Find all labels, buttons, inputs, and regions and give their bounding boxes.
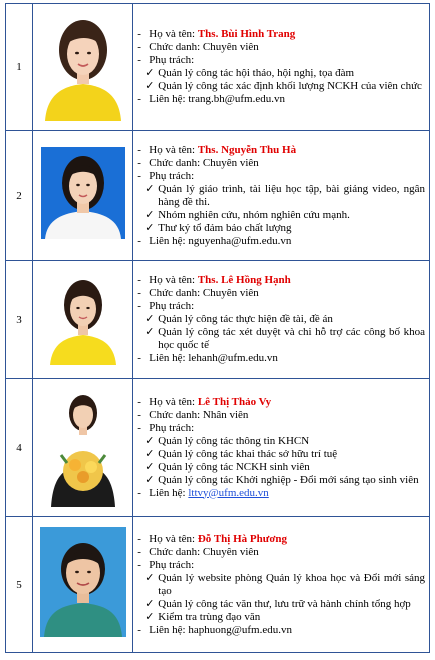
duty-item: ✓ Quản lý website phòng Quản lý khoa học và Đổi mới sáng tạo — [145, 571, 425, 597]
row-index: 2 — [6, 131, 33, 261]
contact-email[interactable]: nguyenha@ufm.edu.vn — [188, 234, 292, 247]
check-icon: ✓ — [145, 571, 155, 584]
duty-item: ✓ Quản lý giáo trình, tài liệu học tập, bài giảng video, ngân hàng đề thi. — [145, 182, 425, 208]
check-icon: ✓ — [145, 597, 155, 610]
portrait-photo — [41, 147, 125, 239]
portrait-photo — [48, 269, 118, 365]
check-icon: ✓ — [145, 326, 155, 338]
row-index: 3 — [6, 261, 33, 379]
portrait-photo — [47, 383, 119, 507]
duty-item: ✓ Nhóm nghiên cứu, nhóm nghiên cứu mạnh. — [145, 208, 350, 221]
check-icon: ✓ — [145, 434, 155, 447]
duty-item: ✓ Quản lý công tác văn thư, lưu trữ và hành chính tổng hợp — [145, 597, 411, 610]
duty-item: ✓ Quản lý công tác thực hiện đề tài, đề án — [145, 313, 333, 325]
photo-cell — [32, 4, 132, 131]
contact-email[interactable]: lehanh@ufm.edu.vn — [188, 352, 278, 364]
duty-item: ✓ Quản lý công tác thông tin KHCN — [145, 434, 310, 447]
person-info: - Họ và tên: Ths. Bùi Hình Trang - Chức danh: Chuyên viên - Phụ trách: ✓ Quản lý công tác hội thảo, hội nghị, tọa đàm ✓ Quản lý công tác xác định khối lượng NCKH của viên chức - Liên hệ: trang.bh@ufm.edu.vn — [133, 4, 430, 131]
check-icon: ✓ — [145, 221, 155, 234]
photo-cell — [32, 517, 132, 653]
row-index: 4 — [6, 379, 33, 517]
person-info: - Họ và tên: Đỗ Thị Hà Phương - Chức danh: Chuyên viên - Phụ trách: ✓ Quản lý website phòng Quản lý khoa học và Đổi mới sáng tạo ✓ Quản lý công tác văn thư, lưu trữ và hành chính tổng hợp ✓ Kiểm tra trùng đạo văn - Liên hệ: haphuong@ufm.edu.vn — [133, 517, 430, 653]
contact-email-link[interactable]: lttvy@ufm.edu.vn — [188, 486, 269, 499]
check-icon: ✓ — [145, 80, 155, 92]
person-title: Nhân viên — [202, 408, 249, 421]
check-icon: ✓ — [145, 182, 155, 195]
row-index: 5 — [6, 517, 33, 653]
table-row — [6, 4, 430, 131]
table-row — [6, 517, 430, 653]
person-name: Lê Thị Thảo Vy — [197, 395, 272, 408]
person-info: - Họ và tên: Ths. Lê Hồng Hạnh - Chức danh: Chuyên viên - Phụ trách: ✓ Quản lý công tác thực hiện đề tài, đề án ✓ Quản lý công tác xét duyệt và chi hỗ trợ các công bố khoa học quốc tế - Liên hệ: lehanh@ufm.edu.vn — [133, 261, 430, 379]
table-row — [6, 379, 430, 517]
check-icon: ✓ — [145, 460, 155, 473]
contact-email[interactable]: trang.bh@ufm.edu.vn — [188, 93, 285, 105]
check-icon: ✓ — [145, 610, 155, 623]
contact-email[interactable]: haphuong@ufm.edu.vn — [188, 623, 292, 636]
check-icon: ✓ — [145, 473, 155, 486]
table-row — [6, 261, 430, 379]
duty-item: ✓ Thư ký tổ đảm bảo chất lượng — [145, 221, 292, 234]
check-icon: ✓ — [145, 67, 155, 79]
photo-cell — [32, 379, 132, 517]
person-info: - Họ và tên: Ths. Nguyễn Thu Hà - Chức danh: Chuyên viên - Phụ trách: ✓ Quản lý giáo trình, tài liệu học tập, bài giảng video, ngân hàng đề thi. ✓ Nhóm nghiên cứu, nhóm nghiên cứu mạnh. ✓ Thư ký tổ đảm bảo chất lượng - Liên hệ: nguyenha@ufm.edu.vn — [133, 131, 430, 261]
portrait-photo — [39, 8, 127, 121]
duty-item: ✓ Quản lý công tác khai thác sở hữu trí tuệ — [145, 447, 338, 460]
person-title: Chuyên viên — [202, 156, 259, 169]
person-title: Chuyên viên — [202, 41, 259, 53]
duty-item: ✓ Quản lý công tác Khởi nghiệp - Đổi mới sáng tạo sinh viên — [145, 473, 419, 486]
photo-cell — [32, 261, 132, 379]
duty-item: ✓ Kiểm tra trùng đạo văn — [145, 610, 261, 623]
person-title: Chuyên viên — [202, 287, 259, 299]
photo-cell — [32, 131, 132, 261]
check-icon: ✓ — [145, 208, 155, 221]
duty-item: ✓ Quản lý công tác hội thảo, hội nghị, tọa đàm — [145, 67, 355, 79]
person-title: Chuyên viên — [202, 545, 259, 558]
portrait-photo — [40, 527, 126, 637]
table-row — [6, 131, 430, 261]
duty-item: ✓ Quản lý công tác NCKH sinh viên — [145, 460, 310, 473]
person-name: Đỗ Thị Hà Phương — [197, 532, 288, 545]
staff-table — [5, 3, 430, 653]
check-icon: ✓ — [145, 447, 155, 460]
person-info: - Họ và tên: Lê Thị Thảo Vy - Chức danh: Nhân viên - Phụ trách: ✓ Quản lý công tác thông tin KHCN ✓ Quản lý công tác khai thác sở hữu trí tuệ ✓ Quản lý công tác NCKH sinh viên ✓ Quản lý công tác Khởi nghiệp - Đổi mới sáng tạo sinh viên - Liên hệ: lttvy@ufm.edu.vn — [133, 379, 430, 517]
row-index: 1 — [6, 4, 33, 131]
duty-item: ✓ Quản lý công tác xác định khối lượng NCKH của viên chức — [145, 80, 422, 92]
duty-item: ✓ Quản lý công tác xét duyệt và chi hỗ trợ các công bố khoa học quốc tế — [145, 326, 425, 351]
person-name: Ths. Lê Hồng Hạnh — [197, 274, 291, 286]
person-name: Ths. Bùi Hình Trang — [197, 28, 296, 40]
person-name: Ths. Nguyễn Thu Hà — [197, 143, 297, 156]
check-icon: ✓ — [145, 313, 155, 325]
